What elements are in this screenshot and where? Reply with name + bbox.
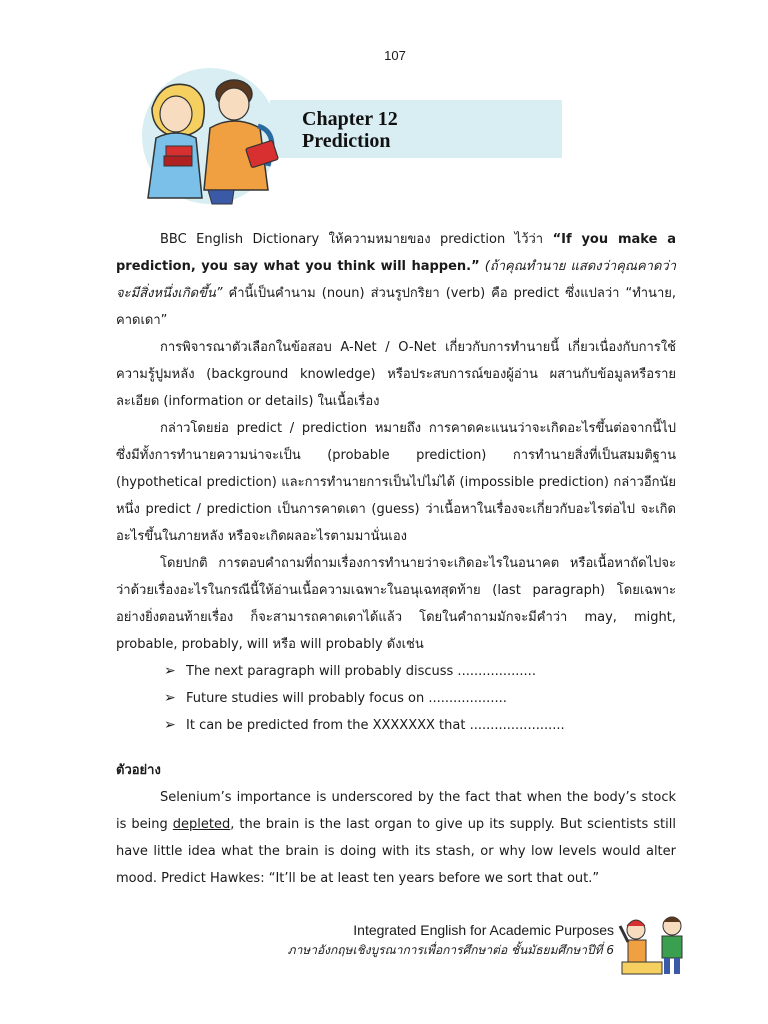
chapter-number: Chapter 12 <box>302 108 398 130</box>
students-illustration <box>130 66 300 206</box>
list-item-text: It can be predicted from the XXXXXXX that ....................... <box>186 718 565 733</box>
page-body <box>116 226 676 892</box>
list-item <box>164 658 676 685</box>
definition-quote: “If you make a prediction, you say what you think will happen.” <box>116 232 676 274</box>
paragraph-approach: โดยปกติ การตอบคำถามที่ถามเรื่องการทำนายว่าจะเกิดอะไรในอนาคต หรือเนื้อหาถัดไปจะว่าด้วยเรื่องอะไรในกรณีนี้ให้อ่านเนื้อความเฉพาะในอนุเฉทสุดท้าย (last paragraph) โดยเฉพาะอย่างยิ่งตอนท้ายเรื่อง ก็จะสามารถคาดเดาได้แล้ว โดยในคำถามมักจะมีคำว่า may, might, probable, probably, will หรือ will probably ดังเช่น <box>116 556 676 652</box>
text-segment: Selenium’s importance is underscored by the fact that when the body’s stock is being <box>116 790 676 832</box>
page-footer <box>288 920 614 960</box>
arrow-bullet-icon: ➢ <box>164 690 176 706</box>
question-stems <box>116 658 676 739</box>
chapter-title <box>302 108 398 152</box>
chapter-header <box>130 66 570 206</box>
chapter-name: Prediction <box>302 130 391 152</box>
example-heading: ตัวอย่าง <box>116 763 161 778</box>
list-item <box>164 685 676 712</box>
page-number: 107 <box>384 48 406 63</box>
paragraph-summary: กล่าวโดยย่อ predict / prediction หมายถึง การคาดคะแนนว่าจะเกิดอะไรขึ้นต่อจากนี้ไป ซึ่งมีทั้งการทำนายความน่าจะเป็น (probable prediction) การทำนายสิ่งที่เป็นสมมติฐาน (hypothetical prediction) และการทำนายการเป็นไปไม่ได้ (impossible prediction) กล่าวอีกนัยหนึ่ง predict / prediction เป็นการคาดเดา (guess) ว่าเนื้อหาในเรื่องจะเกี่ยวกับอะไรต่อไป จะเกิดอะไรขึ้นในภายหลัง หรือจะเกิดผลอะไรตามมานั่นเอง <box>116 421 676 544</box>
kids-illustration <box>616 912 694 976</box>
example-passage <box>116 784 676 892</box>
paragraph-definition <box>116 226 676 334</box>
text-segment: BBC English Dictionary ให้ความหมายของ prediction ไว้ว่า <box>160 232 553 247</box>
underlined-word: depleted <box>172 817 231 832</box>
list-item-text: Future studies will probably focus on ................... <box>186 691 507 706</box>
list-item-text: The next paragraph will probably discuss ................... <box>186 664 536 679</box>
text-segment: คำนี้เป็นคำนาม (noun) ส่วนรูปกริยา (verb) คือ predict ซึ่งแปลว่า “ทำนาย, คาดเดา” <box>116 286 676 328</box>
paragraph-exam: การพิจารณาตัวเลือกในข้อสอบ A-Net / O-Net เกี่ยวกับการทำนายนี้ เกี่ยวเนื่องกับการใช้ความรู้ปูมหลัง (background knowledge) หรือประสบการณ์ของผู้อ่าน ผสานกับข้อมูลหรือรายละเอียด (information or details) ในเนื้อเรื่อง <box>116 340 676 409</box>
course-level: ภาษาอังกฤษเชิงบูรณาการเพื่อการศึกษาต่อ ชั้นมัธยมศึกษาปีที่ 6 <box>287 943 614 957</box>
course-title: Integrated English for Academic Purposes <box>353 922 614 938</box>
thai-translation: (ถ้าคุณทำนาย แสดงว่าคุณคาดว่าจะมีสิ่งหนึ่งเกิดขึ้น” <box>116 259 677 301</box>
text-segment: , the brain is the last organ to give up its supply. But scientists still have little idea what the brain is doing with its stash, or why low levels would alter mood. Predict Hawkes: “It’ll be at least ten years before we sort that out.” <box>116 817 676 886</box>
arrow-bullet-icon: ➢ <box>164 663 176 679</box>
arrow-bullet-icon: ➢ <box>164 717 176 733</box>
list-item <box>164 712 676 739</box>
